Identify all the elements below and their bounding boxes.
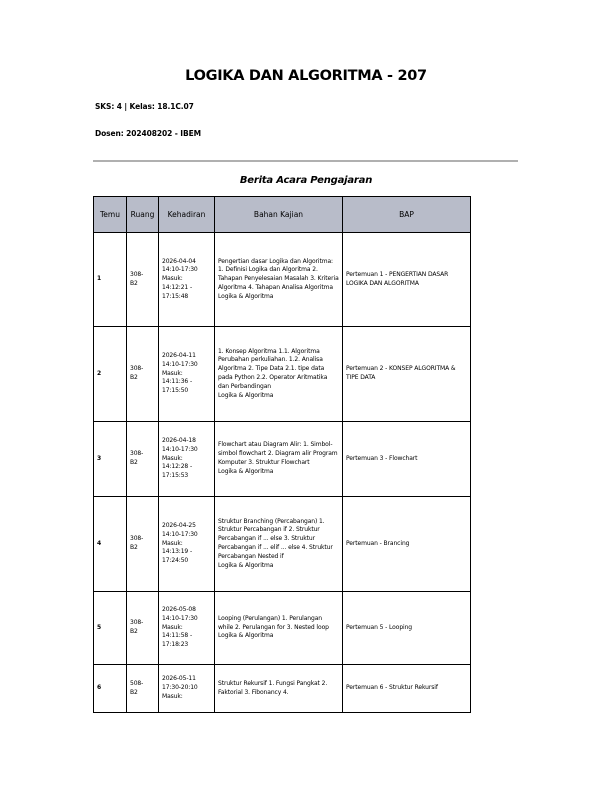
col-header-ruang: Ruang xyxy=(127,197,159,233)
cell-kehadiran: 2026-05-08 14:10-17:30 Masuk: 14:11:58 - 17:18:23 xyxy=(159,592,215,665)
col-header-temu: Temu xyxy=(94,197,127,233)
bahan-kajian-category: Logika & Algoritma xyxy=(218,391,274,399)
bahan-kajian-category: Logika & Algoritma xyxy=(218,632,274,640)
cell-kehadiran: 2026-05-11 17:30-20:10 Masuk: xyxy=(159,665,215,713)
cell-kehadiran: 2026-04-18 14:10-17:30 Masuk: 14:12:28 - 17:15:53 xyxy=(159,422,215,497)
bahan-kajian-category: Logika & Algoritma xyxy=(218,292,274,300)
cell-temu: 3 xyxy=(94,422,127,497)
table-row xyxy=(94,327,471,422)
cell-bahan-kajian xyxy=(215,497,343,592)
cell-bahan-kajian xyxy=(215,327,343,422)
sks-kelas-info: SKS: 4 | Kelas: 18.1C.07 xyxy=(95,102,194,111)
cell-temu: 4 xyxy=(94,497,127,592)
table-row xyxy=(94,233,471,327)
cell-ruang: 508- B2 xyxy=(127,665,159,713)
col-header-bahan-kajian: Bahan Kajian xyxy=(215,197,343,233)
cell-kehadiran: 2026-04-11 14:10-17:30 Masuk: 14:11:36 - 17:15:50 xyxy=(159,327,215,422)
bahan-kajian-category: Logika & Algoritma xyxy=(218,467,274,475)
cell-ruang: 308- B2 xyxy=(127,327,159,422)
cell-ruang: 308- B2 xyxy=(127,592,159,665)
bahan-kajian-text: Pengertian dasar Logika dan Algoritma: 1. Definisi Logika dan Algoritma 2. Tahapan Penyelesaian Masalah 3. Kriteria Algoritma 4. Tahapan Analisa Algoritma xyxy=(218,257,339,291)
cell-bap: Pertemuan 3 - Flowchart xyxy=(343,422,471,497)
bap-table xyxy=(93,196,471,713)
cell-ruang: 308- B2 xyxy=(127,233,159,327)
cell-kehadiran: 2026-04-25 14:10-17:30 Masuk: 14:13:19 - 17:24:50 xyxy=(159,497,215,592)
cell-bap: Pertemuan 6 - Struktur Rekursif xyxy=(343,665,471,713)
cell-kehadiran: 2026-04-04 14:10-17:30 Masuk: 14:12:21 - 17:15:48 xyxy=(159,233,215,327)
cell-ruang: 308- B2 xyxy=(127,422,159,497)
col-header-bap: BAP xyxy=(343,197,471,233)
bahan-kajian-category: Logika & Algoritma xyxy=(218,561,274,569)
cell-bahan-kajian xyxy=(215,665,343,713)
bahan-kajian-text: Flowchart atau Diagram Alir: 1. Simbol-simbol flowchart 2. Diagram alir Program Komputer 3. Struktur Flowchart xyxy=(218,441,338,466)
page-title: LOGIKA DAN ALGORITMA - 207 xyxy=(185,68,427,84)
bahan-kajian-text: Struktur Branching (Percabangan) 1. Struktur Percabangan if 2. Struktur Percabangan if ... else 3. Struktur Percabangan if ... elif ... else 4. Struktur Percabangan Nested if xyxy=(218,517,333,560)
table-header-row xyxy=(94,197,471,233)
bahan-kajian-text: 1. Konsep Algoritma 1.1. Algoritma Perubahan perkuliahan. 1.2. Analisa Algoritma 2. Tipe Data 2.1. tipe data pada Python 2.2. Operator Aritmatika dan Perbandingan xyxy=(218,347,328,390)
cell-bap: Pertemuan - Brancing xyxy=(343,497,471,592)
table-row xyxy=(94,497,471,592)
table-row xyxy=(94,592,471,665)
divider xyxy=(93,160,518,162)
table-row xyxy=(94,665,471,713)
cell-temu: 2 xyxy=(94,327,127,422)
bahan-kajian-text: Struktur Rekursif 1. Fungsi Pangkat 2. Faktorial 3. Fibonancy 4. xyxy=(218,679,328,696)
cell-temu: 5 xyxy=(94,592,127,665)
cell-temu: 6 xyxy=(94,665,127,713)
cell-bahan-kajian xyxy=(215,233,343,327)
bahan-kajian-text: Looping (Perulangan) 1. Perulangan while 2. Perulangan for 3. Nested loop xyxy=(218,614,329,631)
cell-bahan-kajian xyxy=(215,422,343,497)
table-row xyxy=(94,422,471,497)
dosen-info: Dosen: 202408202 - IBEM xyxy=(95,129,201,138)
cell-bap: Pertemuan 1 - PENGERTIAN DASAR LOGIKA DAN ALGORITMA xyxy=(343,233,471,327)
cell-bap: Pertemuan 5 - Looping xyxy=(343,592,471,665)
cell-bahan-kajian xyxy=(215,592,343,665)
cell-temu: 1 xyxy=(94,233,127,327)
col-header-kehadiran: Kehadiran xyxy=(159,197,215,233)
cell-bap: Pertemuan 2 - KONSEP ALGORITMA & TIPE DATA xyxy=(343,327,471,422)
cell-ruang: 308- B2 xyxy=(127,497,159,592)
table-title: Berita Acara Pengajaran xyxy=(239,175,373,186)
